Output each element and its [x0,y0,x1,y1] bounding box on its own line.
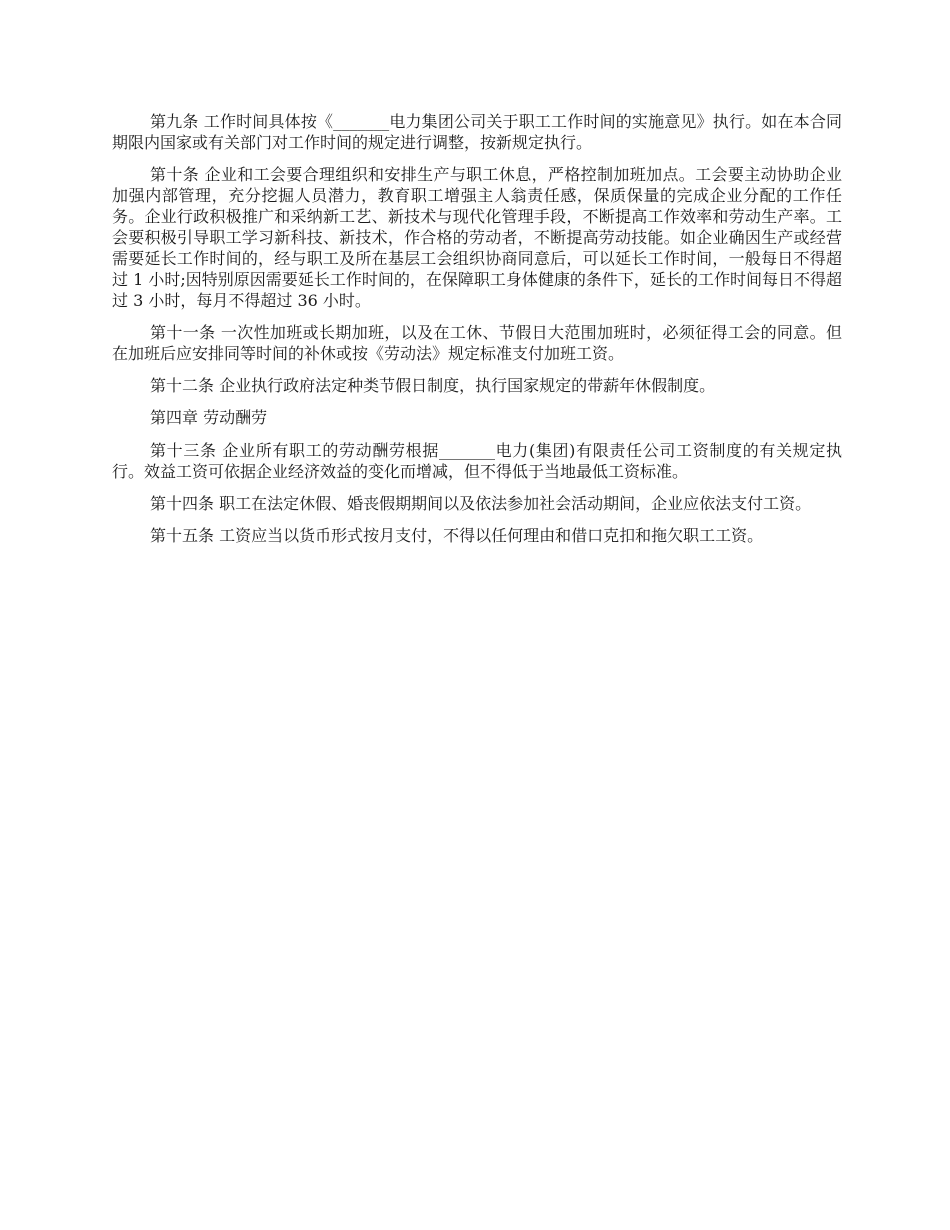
chapter-4-heading: 第四章 劳动酬劳 [150,408,268,427]
article-9-paragraph: 第九条 工作时间具体按《_______电力集团公司关于职工工作时间的实施意见》执行。如在本合同期限内国家或有关部门对工作时间的规定进行调整，按新规定执行。 [112,112,842,152]
article-10-paragraph: 第十条 企业和工会要合理组织和安排生产与职工休息，严格控制加班加点。工会要主动协助企业加强内部管理，充分挖掘人员潜力，教育职工增强主人翁责任感，保质保量的完成企业分配的工作任务。企业行政积极推广和采纳新工艺、新技术与现代化管理手段，不断提高工作效率和劳动生产率。工会要积极引导职工学习新科技、新技术，作合格的劳动者，不断提高劳动技能。如企业确因生产或经营需要延长工作时间的，经与职工及所在基层工会组织协商同意后，可以延长工作时间，一般每日不得超过 1 小时;因特别原因需要延长工作时间的，在保障职工身体健康的条件下，延长的工作时间每日不得超过 3 小时，每月不得超过 36 小时。 [112,165,842,310]
article-12-paragraph: 第十二条 企业执行政府法定种类节假日制度，执行国家规定的带薪年休假制度。 [150,376,716,395]
document-body [112,111,842,557]
article-15-paragraph: 第十五条 工资应当以货币形式按月支付，不得以任何理由和借口克扣和拖欠职工工资。 [150,526,764,545]
article-13-paragraph: 第十三条 企业所有职工的劳动酬劳根据_______电力(集团)有限责任公司工资制度的有关规定执行。效益工资可依据企业经济效益的变化而增减，但不得低于当地最低工资标准。 [112,441,842,481]
article-11-paragraph: 第十一条 一次性加班或长期加班，以及在工休、节假日大范围加班时，必须征得工会的同意。但在加班后应安排同等时间的补休或按《劳动法》规定标准支付加班工资。 [112,323,842,363]
article-14-paragraph: 第十四条 职工在法定休假、婚丧假期期间以及依法参加社会活动期间，企业应依法支付工资。 [150,494,812,513]
